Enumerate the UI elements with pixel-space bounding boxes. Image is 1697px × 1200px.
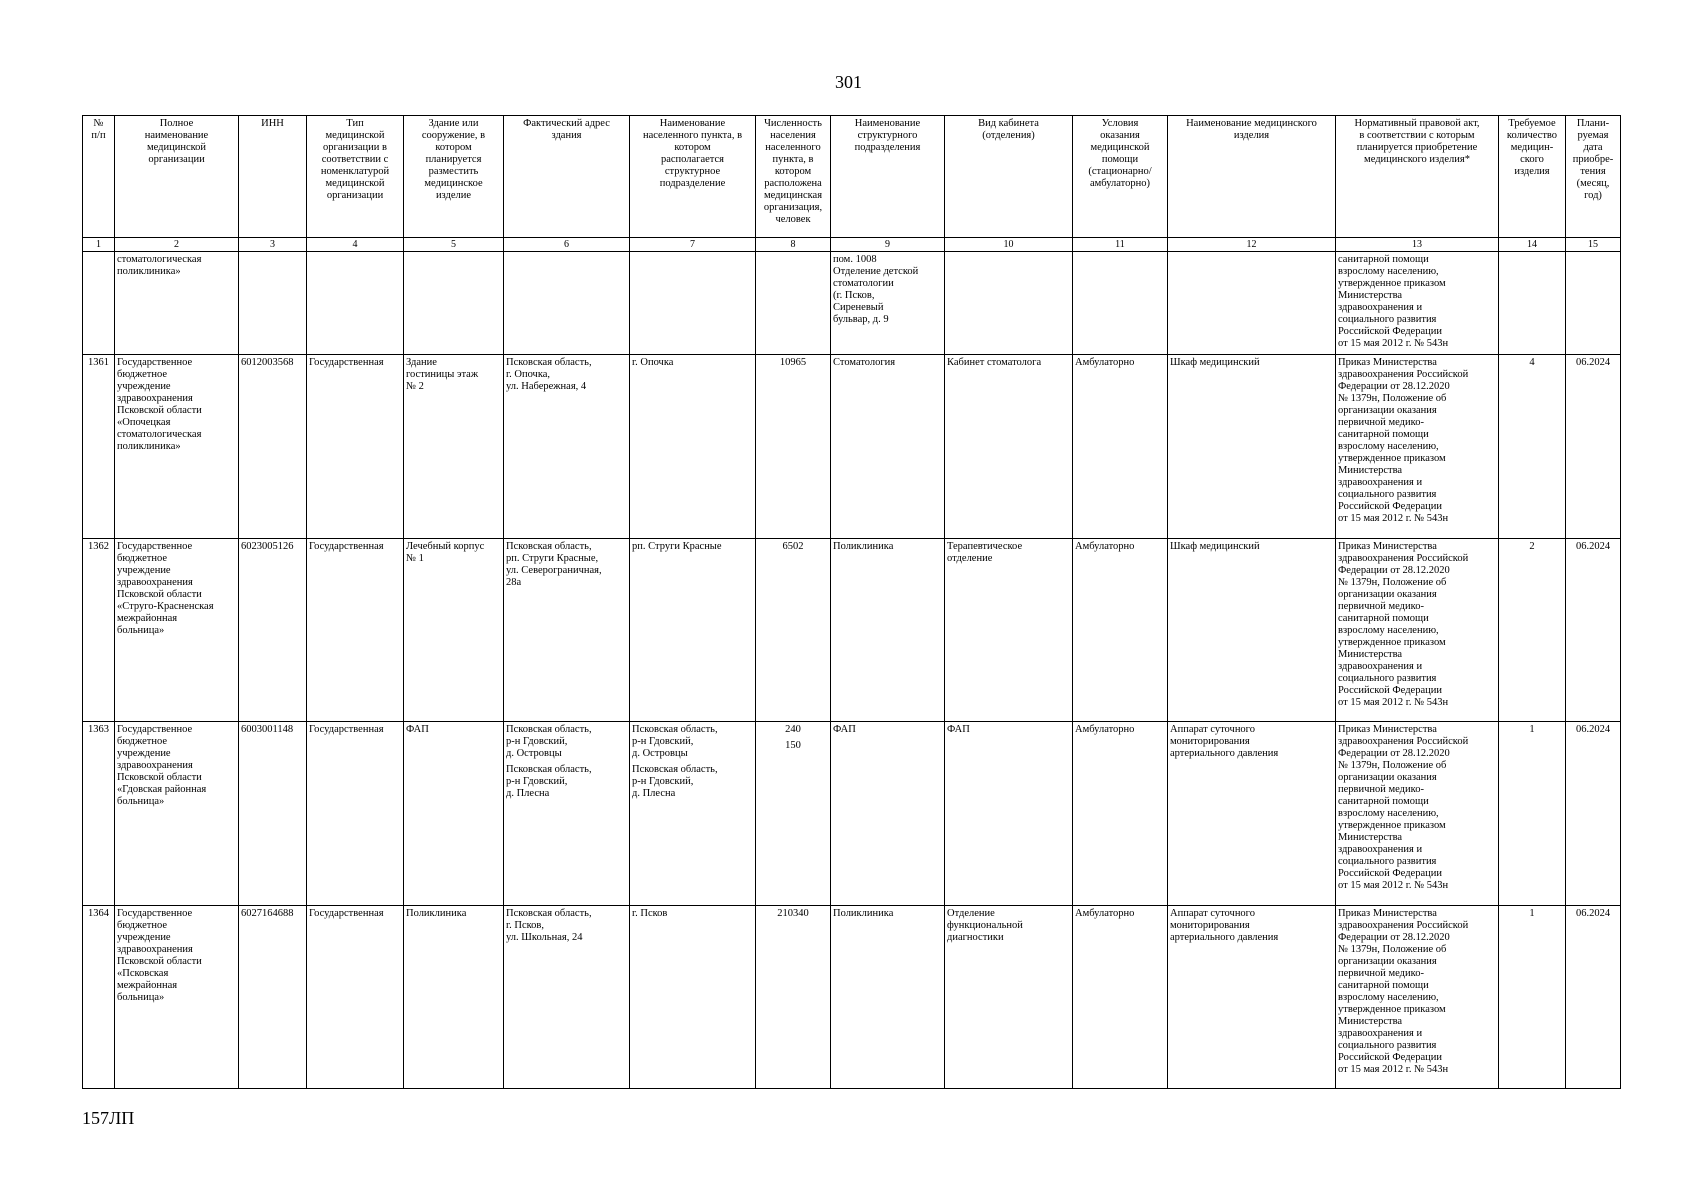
cell-settlement-entry: г. Опочка <box>632 357 674 369</box>
column-number-6: 6 <box>504 238 630 252</box>
cell-num <box>83 252 115 355</box>
cell-settlement <box>630 905 756 1088</box>
cell-num: 1361 <box>83 355 115 538</box>
column-number-row <box>83 238 1621 252</box>
column-header-6: Фактический адрес здания <box>504 116 630 238</box>
column-number-3: 3 <box>239 238 307 252</box>
cell-building: Поликлиника <box>404 905 504 1088</box>
cell-subdivision: пом. 1008 Отделение детской стоматологии (г. Псков, Сиреневый бульвар, д. 9 <box>831 252 945 355</box>
footer-code: 157ЛП <box>82 1108 135 1128</box>
cell-address-entry: Псковская область, г. Опочка, ул. Набережная, 4 <box>506 357 592 393</box>
cell-population-entry: 150 <box>785 740 801 752</box>
cell-cabinet: Кабинет стоматолога <box>945 355 1073 538</box>
column-number-15: 15 <box>1566 238 1621 252</box>
cell-inn: 6027164688 <box>239 905 307 1088</box>
cell-act: Приказ Министерства здравоохранения Российской Федерации от 28.12.2020 № 1379н, Положение об организации оказания первичной медико- санитарной помощи взрослому населению, утвержденное приказом Министерства здравоохранения и социального развития Российской Федерации от 15 мая 2012 г. № 543н <box>1336 538 1499 721</box>
continuation-row <box>83 252 1621 355</box>
cell-device: Шкаф медицинский <box>1168 355 1336 538</box>
cell-quantity: 1 <box>1499 722 1566 905</box>
column-header-11: Условия оказания медицинской помощи (стационарно/ амбулаторно) <box>1073 116 1168 238</box>
column-header-3: ИНН <box>239 116 307 238</box>
column-header-5: Здание или сооружение, в котором планируется разместить медицинское изделие <box>404 116 504 238</box>
column-header-8: Численность населения населенного пункта, в котором расположена медицинская организация, человек <box>756 116 831 238</box>
cell-num: 1363 <box>83 722 115 905</box>
cell-date: 06.2024 <box>1566 722 1621 905</box>
cell-conditions: Амбулаторно <box>1073 538 1168 721</box>
column-number-10: 10 <box>945 238 1073 252</box>
cell-address <box>504 905 630 1088</box>
cell-population <box>756 722 831 905</box>
cell-building: ФАП <box>404 722 504 905</box>
page-number: 301 <box>835 72 862 92</box>
column-number-5: 5 <box>404 238 504 252</box>
cell-population-entry: 210340 <box>777 907 809 919</box>
cell-address-entry: Псковская область, р-н Гдовский, д. Плесна <box>506 764 592 800</box>
cell-act: Приказ Министерства здравоохранения Российской Федерации от 28.12.2020 № 1379н, Положение об организации оказания первичной медико- санитарной помощи взрослому населению, утвержденное приказом Министерства здравоохранения и социального развития Российской Федерации от 15 мая 2012 г. № 543н <box>1336 355 1499 538</box>
table-row <box>83 905 1621 1088</box>
cell-population <box>756 905 831 1088</box>
cell-act: Приказ Министерства здравоохранения Российской Федерации от 28.12.2020 № 1379н, Положение об организации оказания первичной медико- санитарной помощи взрослому населению, утвержденное приказом Министерства здравоохранения и социального развития Российской Федерации от 15 мая 2012 г. № 543н <box>1336 722 1499 905</box>
cell-act: Приказ Министерства здравоохранения Российской Федерации от 28.12.2020 № 1379н, Положение об организации оказания первичной медико- санитарной помощи взрослому населению, утвержденное приказом Министерства здравоохранения и социального развития Российской Федерации от 15 мая 2012 г. № 543н <box>1336 905 1499 1088</box>
header-row <box>83 116 1621 238</box>
cell-cabinet: ФАП <box>945 722 1073 905</box>
cell-inn: 6003001148 <box>239 722 307 905</box>
cell-type: Государственная <box>307 722 404 905</box>
cell-device: Аппарат суточного мониторирования артериального давления <box>1168 905 1336 1088</box>
cell-inn: 6023005126 <box>239 538 307 721</box>
cell-address <box>504 722 630 905</box>
equipment-table <box>82 115 1621 1089</box>
cell-num: 1362 <box>83 538 115 721</box>
cell-building: Здание гостиницы этаж № 2 <box>404 355 504 538</box>
cell-date: 06.2024 <box>1566 538 1621 721</box>
cell-settlement-entry: Псковская область, р-н Гдовский, д. Островцы <box>632 724 718 760</box>
cell-population-entry: 240 <box>785 724 801 736</box>
cell-address-entry: Псковская область, г. Псков, ул. Школьная, 24 <box>506 907 592 943</box>
cell-conditions: Амбулаторно <box>1073 905 1168 1088</box>
cell-population-entry: 6502 <box>782 540 804 552</box>
cell-org: Государственное бюджетное учреждение здравоохранения Псковской области «Гдовская районная больница» <box>115 722 239 905</box>
cell-type: Государственная <box>307 355 404 538</box>
cell-date: 06.2024 <box>1566 355 1621 538</box>
column-number-14: 14 <box>1499 238 1566 252</box>
cell-device: Шкаф медицинский <box>1168 538 1336 721</box>
table-row <box>83 538 1621 721</box>
column-number-2: 2 <box>115 238 239 252</box>
cell-act: санитарной помощи взрослому населению, утвержденное приказом Министерства здравоохранения и социального развития Российской Федерации от 15 мая 2012 г. № 543н <box>1336 252 1499 355</box>
column-number-7: 7 <box>630 238 756 252</box>
cell-quantity: 1 <box>1499 905 1566 1088</box>
cell-type: Государственная <box>307 538 404 721</box>
cell-settlement-entry: г. Псков <box>632 907 668 919</box>
cell-settlement <box>630 355 756 538</box>
cell-org: Государственное бюджетное учреждение здравоохранения Псковской области «Струго-Красненская межрайонная больница» <box>115 538 239 721</box>
column-header-13: Нормативный правовой акт, в соответствии с которым планируется приобретение медицинского изделия* <box>1336 116 1499 238</box>
cell-date: 06.2024 <box>1566 905 1621 1088</box>
cell-address <box>504 538 630 721</box>
column-header-10: Вид кабинета (отделения) <box>945 116 1073 238</box>
cell-inn: 6012003568 <box>239 355 307 538</box>
cell-quantity: 2 <box>1499 538 1566 721</box>
column-header-12: Наименование медицинского изделия <box>1168 116 1336 238</box>
cell-address-entry: Псковская область, рп. Струги Красные, ул. Северограничная, 28а <box>506 540 602 588</box>
cell-org: Государственное бюджетное учреждение здравоохранения Псковской области «Псковская межрайонная больница» <box>115 905 239 1088</box>
cell-settlement-entry: Псковская область, р-н Гдовский, д. Плесна <box>632 764 718 800</box>
cell-address <box>504 355 630 538</box>
table-row <box>83 355 1621 538</box>
cell-settlement <box>630 538 756 721</box>
column-number-4: 4 <box>307 238 404 252</box>
cell-subdivision: Поликлиника <box>831 538 945 721</box>
column-header-1: № п/п <box>83 116 115 238</box>
cell-device: Аппарат суточного мониторирования артериального давления <box>1168 722 1336 905</box>
cell-num: 1364 <box>83 905 115 1088</box>
cell-subdivision: Поликлиника <box>831 905 945 1088</box>
cell-quantity: 4 <box>1499 355 1566 538</box>
table-row <box>83 722 1621 905</box>
cell-building: Лечебный корпус № 1 <box>404 538 504 721</box>
cell-population-entry: 10965 <box>779 357 807 369</box>
cell-population <box>756 355 831 538</box>
cell-conditions: Амбулаторно <box>1073 355 1168 538</box>
column-header-15: Плани- руемая дата приобре- тения (месяц, год) <box>1566 116 1621 238</box>
cell-population <box>756 538 831 721</box>
column-header-14: Требуемое количество медицин- ского изделия <box>1499 116 1566 238</box>
column-number-12: 12 <box>1168 238 1336 252</box>
column-header-9: Наименование структурного подразделения <box>831 116 945 238</box>
column-number-9: 9 <box>831 238 945 252</box>
column-number-13: 13 <box>1336 238 1499 252</box>
cell-type: Государственная <box>307 905 404 1088</box>
cell-cabinet: Терапевтическое отделение <box>945 538 1073 721</box>
column-header-7: Наименование населенного пункта, в котором располагается структурное подразделение <box>630 116 756 238</box>
cell-settlement <box>630 722 756 905</box>
cell-subdivision: Стоматология <box>831 355 945 538</box>
cell-subdivision: ФАП <box>831 722 945 905</box>
cell-settlement-entry: рп. Струги Красные <box>632 540 722 552</box>
cell-conditions: Амбулаторно <box>1073 722 1168 905</box>
cell-address-entry: Псковская область, р-н Гдовский, д. Островцы <box>506 724 592 760</box>
column-number-8: 8 <box>756 238 831 252</box>
cell-org: Государственное бюджетное учреждение здравоохранения Псковской области «Опочецкая стоматологическая поликлиника» <box>115 355 239 538</box>
column-header-4: Тип медицинской организации в соответствии с номенклатурой медицинской организации <box>307 116 404 238</box>
cell-org: стоматологическая поликлиника» <box>115 252 239 355</box>
cell-cabinet: Отделение функциональной диагностики <box>945 905 1073 1088</box>
column-header-2: Полное наименование медицинской организации <box>115 116 239 238</box>
column-number-1: 1 <box>83 238 115 252</box>
column-number-11: 11 <box>1073 238 1168 252</box>
